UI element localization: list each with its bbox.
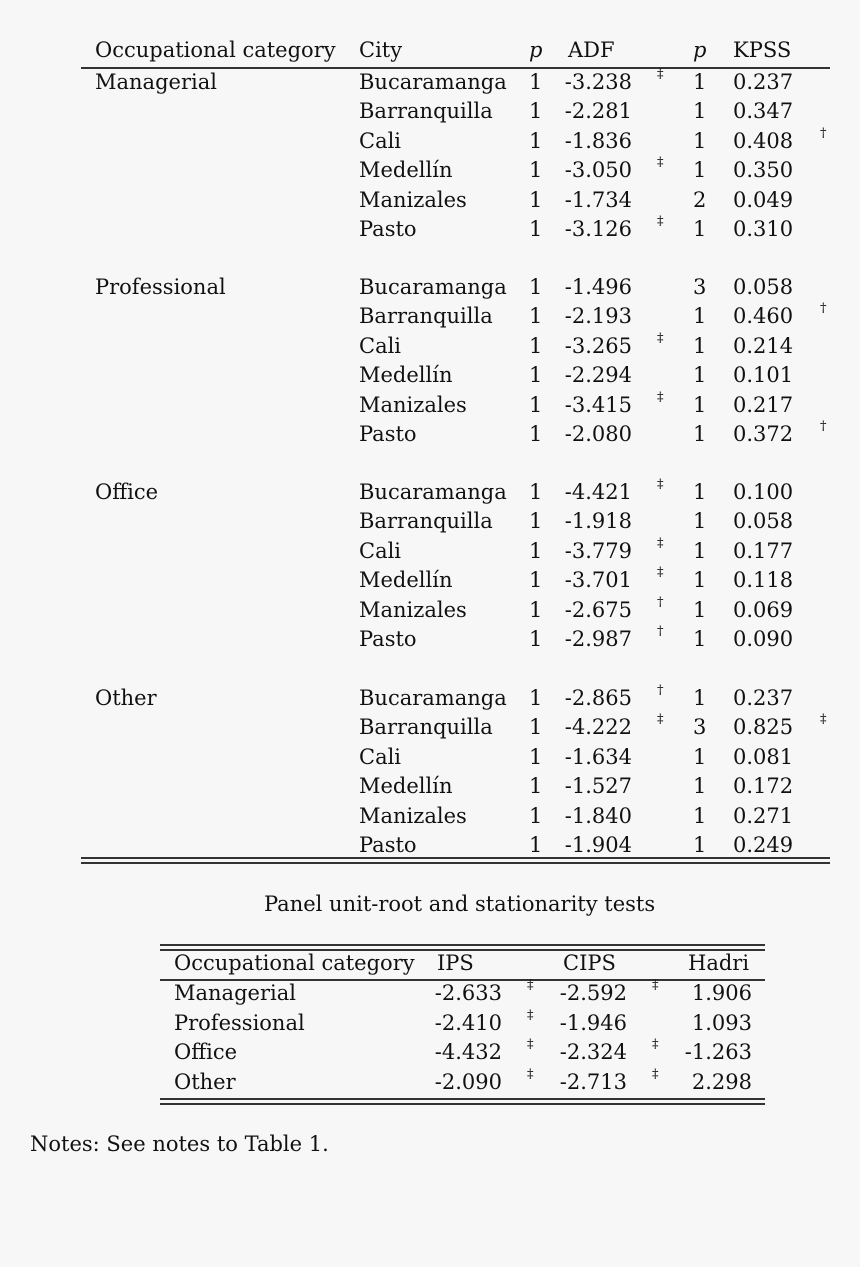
adf-value-cell: -2.865 (564, 686, 632, 710)
header-adf: ADF (568, 38, 615, 62)
adf-significance-mark: ‡ (657, 330, 664, 346)
lag-adf-cell: 1 (529, 158, 543, 183)
lag-adf-cell: 1 (529, 627, 543, 651)
panel-category-cell: Other (174, 1069, 236, 1094)
adf-value-cell: -1.734 (564, 187, 632, 212)
city-cell: Medellín (359, 158, 453, 183)
kpss-value-cell: 0.237 (733, 686, 794, 710)
city-cell: Cali (359, 128, 402, 153)
city-cell: Medellín (359, 568, 453, 593)
lag-adf-cell: 1 (529, 597, 543, 622)
lag-kpss-cell: 1 (693, 392, 707, 417)
adf-value-cell: -1.836 (564, 128, 632, 153)
city-cell: Bucaramanga (359, 70, 507, 94)
panel-header-ips: IPS (437, 951, 474, 975)
ips-value-cell: -2.090 (434, 1069, 502, 1094)
kpss-value-cell: 0.100 (733, 480, 794, 504)
header-kpss: KPSS (733, 38, 792, 62)
lag-kpss-cell: 1 (693, 774, 707, 799)
kpss-value-cell: 0.058 (733, 275, 794, 299)
panel-caption: Panel unit-root and stationarity tests (264, 892, 656, 916)
kpss-significance-mark: ‡ (820, 712, 827, 728)
adf-value-cell: -2.080 (564, 422, 632, 446)
cips-significance-mark: ‡ (652, 1037, 659, 1053)
kpss-value-cell: 0.825 (733, 715, 794, 740)
cips-value-cell: -2.713 (559, 1069, 627, 1094)
city-cell: Manizales (359, 597, 467, 622)
ips-value-cell: -2.633 (434, 981, 502, 1005)
city-cell: Pasto (359, 422, 417, 446)
hadri-value-cell: 1.906 (691, 981, 752, 1005)
hadri-value-cell: 1.093 (691, 1010, 752, 1035)
lag-adf-cell: 1 (529, 686, 543, 710)
kpss-value-cell: 0.460 (733, 304, 794, 329)
lag-adf-cell: 1 (529, 803, 543, 828)
lag-kpss-cell: 1 (693, 538, 707, 563)
panel-header-category: Occupational category (174, 951, 415, 975)
adf-value-cell: -2.987 (564, 627, 632, 651)
adf-value-cell: -1.918 (564, 509, 632, 534)
adf-significance-mark: ‡ (657, 712, 664, 728)
cips-value-cell: -2.324 (559, 1040, 627, 1065)
lag-adf-cell: 1 (529, 538, 543, 563)
lag-adf-cell: 1 (529, 99, 543, 124)
kpss-value-cell: 0.310 (733, 217, 794, 241)
city-cell: Barranquilla (359, 304, 493, 329)
lag-adf-cell: 1 (529, 128, 543, 153)
kpss-value-cell: 0.118 (733, 568, 794, 593)
lag-adf-cell: 1 (529, 187, 543, 212)
adf-value-cell: -3.126 (564, 217, 632, 241)
lag-adf-cell: 1 (529, 217, 543, 241)
adf-value-cell: -1.904 (564, 833, 632, 857)
header-p-adf: p (529, 38, 543, 62)
adf-value-cell: -3.779 (564, 538, 632, 563)
adf-significance-mark: † (657, 683, 664, 698)
lag-kpss-cell: 1 (693, 480, 707, 504)
panel-header-hadri: Hadri (688, 951, 750, 975)
adf-value-cell: -3.238 (564, 70, 632, 94)
city-cell: Manizales (359, 187, 467, 212)
header-occupational-category: Occupational category (95, 38, 336, 62)
lag-kpss-cell: 1 (693, 158, 707, 183)
city-cell: Barranquilla (359, 99, 493, 124)
adf-significance-mark: ‡ (657, 389, 664, 405)
cips-value-cell: -1.946 (559, 1010, 627, 1035)
hadri-value-cell: 2.298 (691, 1069, 752, 1094)
lag-kpss-cell: 1 (693, 744, 707, 769)
lag-kpss-cell: 1 (693, 627, 707, 651)
cips-significance-mark: ‡ (652, 1066, 659, 1082)
city-cell: Bucaramanga (359, 480, 507, 504)
ips-significance-mark: ‡ (527, 978, 534, 993)
header-p-kpss: p (693, 38, 707, 62)
lag-kpss-cell: 1 (693, 333, 707, 358)
adf-value-cell: -3.265 (564, 333, 632, 358)
kpss-value-cell: 0.214 (733, 333, 794, 358)
lag-adf-cell: 1 (529, 392, 543, 417)
cips-significance-mark: ‡ (652, 978, 659, 993)
adf-significance-mark: ‡ (657, 565, 664, 581)
lag-adf-cell: 1 (529, 568, 543, 593)
ips-significance-mark: ‡ (527, 1007, 534, 1023)
panel-category-cell: Professional (174, 1010, 305, 1035)
kpss-value-cell: 0.081 (733, 744, 794, 769)
lag-kpss-cell: 1 (693, 568, 707, 593)
lag-kpss-cell: 3 (693, 715, 707, 740)
kpss-significance-mark: † (820, 419, 827, 434)
panel-category-cell: Office (174, 1040, 238, 1065)
bottom-rule-1 (81, 857, 830, 859)
kpss-value-cell: 0.217 (733, 392, 794, 417)
header-rule (81, 67, 830, 69)
adf-value-cell: -2.281 (564, 99, 632, 124)
adf-value-cell: -2.294 (564, 363, 632, 388)
adf-value-cell: -4.222 (564, 715, 632, 740)
adf-significance-mark: ‡ (657, 214, 664, 229)
adf-value-cell: -1.527 (564, 774, 632, 799)
lag-kpss-cell: 3 (693, 275, 707, 299)
hadri-value-cell: -1.263 (684, 1040, 752, 1065)
panel-bottom-rule-2 (160, 1103, 765, 1105)
lag-kpss-cell: 1 (693, 304, 707, 329)
city-cell: Medellín (359, 363, 453, 388)
lag-adf-cell: 1 (529, 304, 543, 329)
lag-kpss-cell: 1 (693, 597, 707, 622)
ips-significance-mark: ‡ (527, 1066, 534, 1082)
adf-value-cell: -1.496 (564, 275, 632, 299)
ips-significance-mark: ‡ (527, 1037, 534, 1053)
city-cell: Pasto (359, 833, 417, 857)
kpss-significance-mark: † (820, 125, 827, 141)
bottom-rule-2 (81, 862, 830, 864)
lag-adf-cell: 1 (529, 774, 543, 799)
kpss-value-cell: 0.101 (733, 363, 794, 388)
lag-kpss-cell: 1 (693, 833, 707, 857)
lag-kpss-cell: 1 (693, 422, 707, 446)
lag-kpss-cell: 1 (693, 686, 707, 710)
adf-value-cell: -3.701 (564, 568, 632, 593)
lag-kpss-cell: 1 (693, 70, 707, 94)
category-label: Professional (95, 275, 226, 299)
lag-kpss-cell: 1 (693, 99, 707, 124)
category-label: Managerial (95, 70, 217, 94)
lag-adf-cell: 1 (529, 480, 543, 504)
lag-kpss-cell: 1 (693, 509, 707, 534)
kpss-value-cell: 0.372 (733, 422, 794, 446)
kpss-value-cell: 0.177 (733, 538, 794, 563)
lag-adf-cell: 1 (529, 363, 543, 388)
kpss-value-cell: 0.350 (733, 158, 794, 183)
city-cell: Manizales (359, 392, 467, 417)
lag-kpss-cell: 2 (693, 187, 707, 212)
kpss-value-cell: 0.271 (733, 803, 794, 828)
adf-significance-mark: ‡ (657, 155, 664, 171)
kpss-value-cell: 0.408 (733, 128, 794, 153)
adf-significance-mark: † (657, 594, 664, 610)
city-cell: Cali (359, 538, 402, 563)
city-cell: Cali (359, 333, 402, 358)
kpss-value-cell: 0.172 (733, 774, 794, 799)
adf-value-cell: -4.421 (564, 480, 632, 504)
panel-bottom-rule-1 (160, 1098, 765, 1100)
panel-top-rule-1 (160, 944, 765, 946)
lag-kpss-cell: 1 (693, 363, 707, 388)
kpss-value-cell: 0.069 (733, 597, 794, 622)
lag-adf-cell: 1 (529, 333, 543, 358)
category-label: Office (95, 480, 159, 504)
ips-value-cell: -2.410 (434, 1010, 502, 1035)
lag-kpss-cell: 1 (693, 217, 707, 241)
adf-significance-mark: † (657, 624, 664, 639)
adf-significance-mark: ‡ (657, 477, 664, 492)
kpss-value-cell: 0.249 (733, 833, 794, 857)
city-cell: Manizales (359, 803, 467, 828)
ips-value-cell: -4.432 (434, 1040, 502, 1065)
adf-value-cell: -3.050 (564, 158, 632, 183)
cips-value-cell: -2.592 (559, 981, 627, 1005)
city-cell: Cali (359, 744, 402, 769)
city-cell: Bucaramanga (359, 275, 507, 299)
panel-header-cips: CIPS (563, 951, 616, 975)
table-notes: Notes: See notes to Table 1. (30, 1132, 329, 1156)
kpss-value-cell: 0.049 (733, 187, 794, 212)
city-cell: Bucaramanga (359, 686, 507, 710)
adf-value-cell: -2.193 (564, 304, 632, 329)
lag-kpss-cell: 1 (693, 803, 707, 828)
adf-value-cell: -1.840 (564, 803, 632, 828)
lag-kpss-cell: 1 (693, 128, 707, 153)
kpss-value-cell: 0.058 (733, 509, 794, 534)
lag-adf-cell: 1 (529, 715, 543, 740)
kpss-significance-mark: † (820, 301, 827, 317)
city-cell: Barranquilla (359, 509, 493, 534)
adf-value-cell: -3.415 (564, 392, 632, 417)
lag-adf-cell: 1 (529, 509, 543, 534)
adf-value-cell: -1.634 (564, 744, 632, 769)
city-cell: Pasto (359, 217, 417, 241)
lag-adf-cell: 1 (529, 422, 543, 446)
kpss-value-cell: 0.237 (733, 70, 794, 94)
category-label: Other (95, 686, 157, 710)
panel-category-cell: Managerial (174, 981, 296, 1005)
city-cell: Barranquilla (359, 715, 493, 740)
lag-adf-cell: 1 (529, 744, 543, 769)
lag-adf-cell: 1 (529, 833, 543, 857)
lag-adf-cell: 1 (529, 70, 543, 94)
kpss-value-cell: 0.347 (733, 99, 794, 124)
adf-significance-mark: ‡ (657, 535, 664, 551)
adf-value-cell: -2.675 (564, 597, 632, 622)
kpss-value-cell: 0.090 (733, 627, 794, 651)
lag-adf-cell: 1 (529, 275, 543, 299)
header-city: City (359, 38, 403, 62)
city-cell: Pasto (359, 627, 417, 651)
adf-significance-mark: ‡ (657, 67, 664, 82)
city-cell: Medellín (359, 774, 453, 799)
